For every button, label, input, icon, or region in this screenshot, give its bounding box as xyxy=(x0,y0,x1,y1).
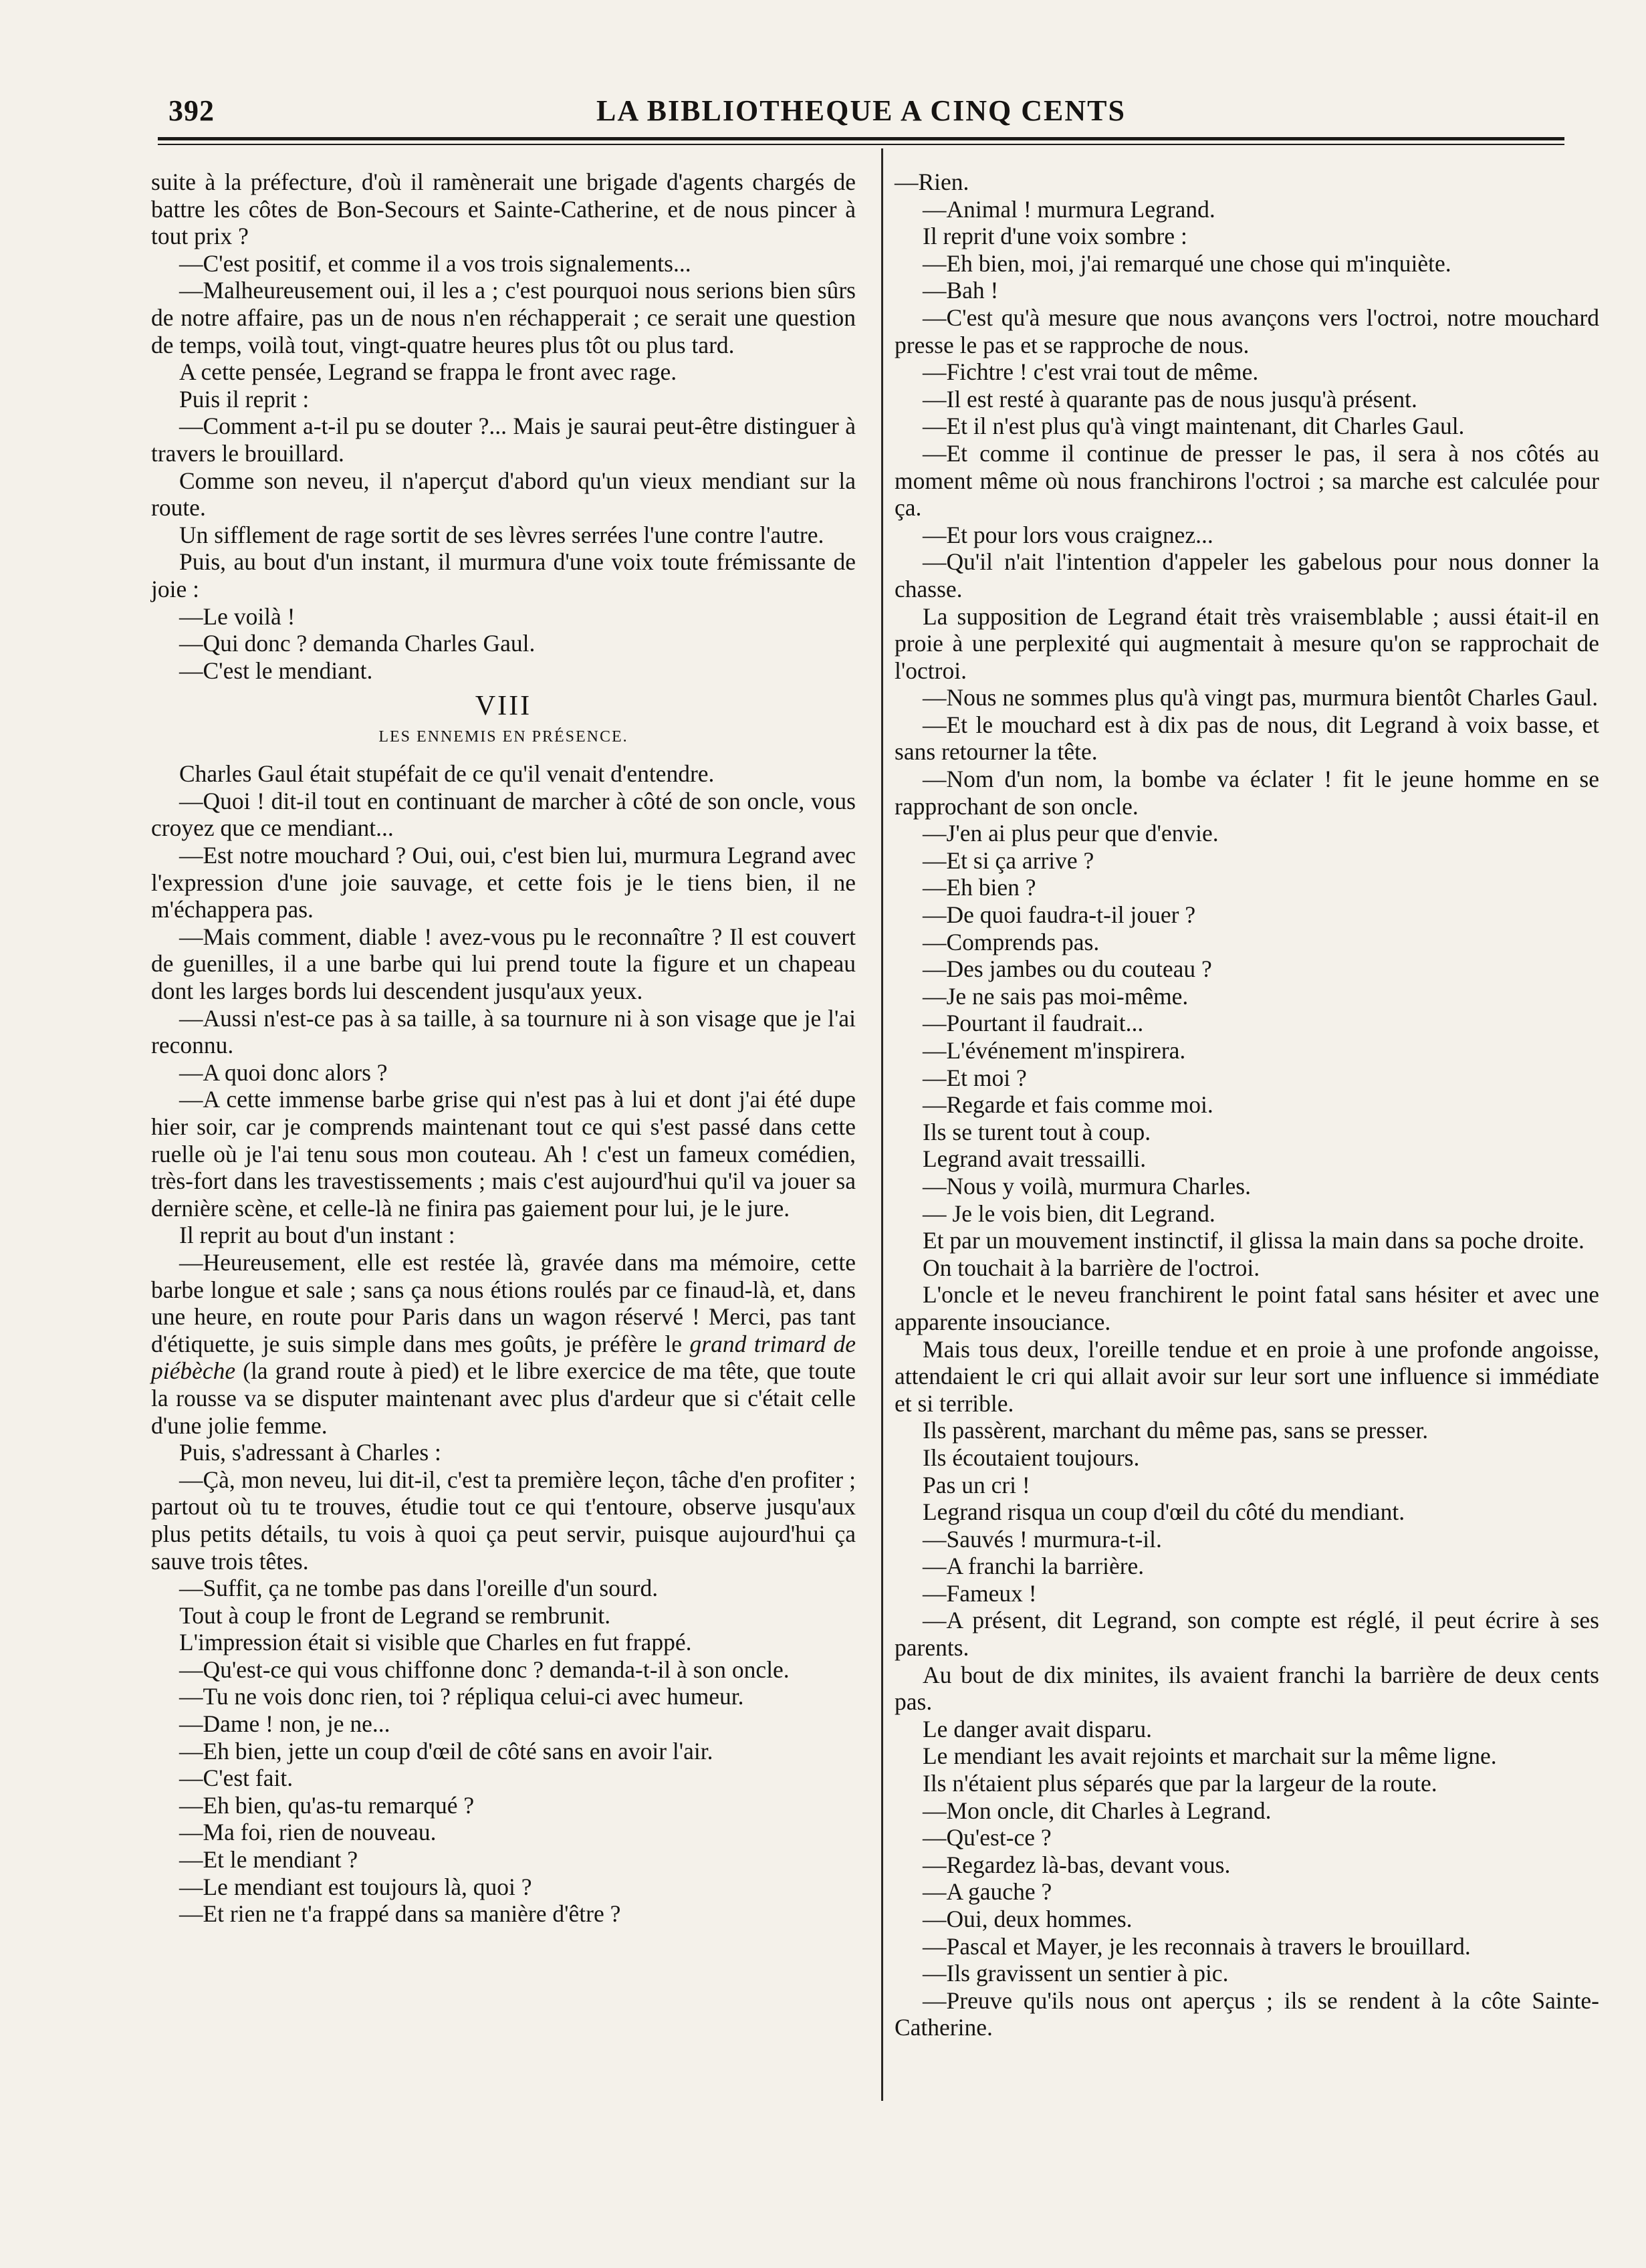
paragraph: —Il est resté à quarante pas de nous jusqu'à présent. xyxy=(923,385,1417,413)
page-header xyxy=(158,92,1564,132)
paragraph: —Le mendiant est toujours là, quoi ? xyxy=(179,1873,532,1900)
paragraph: Le mendiant les avait rejoints et marchait sur la même ligne. xyxy=(923,1742,1497,1770)
paragraph: —A franchi la barrière. xyxy=(923,1553,1145,1580)
paragraph: —C'est qu'à mesure que nous avançons vers l'octroi, notre mouchard presse le pas et se rapproche de nous. xyxy=(895,304,1599,358)
paragraph: Ils se turent tout à coup. xyxy=(923,1118,1151,1145)
paragraph: —Nous ne sommes plus qu'à vingt pas, murmura bientôt Charles Gaul. xyxy=(923,684,1599,711)
left-column xyxy=(151,168,856,1928)
paragraph: —Et rien ne t'a frappé dans sa manière d'être ? xyxy=(179,1900,621,1928)
paragraph: —Regardez là-bas, devant vous. xyxy=(923,1851,1231,1878)
paragraph: —Preuve qu'ils nous ont aperçus ; ils se rendent à la côte Sainte-Catherine. xyxy=(895,1987,1599,2041)
paragraph: —Et moi ? xyxy=(923,1064,1027,1091)
paragraph: —Aussi n'est-ce pas à sa taille, à sa tournure ni à son visage que je l'ai reconnu. xyxy=(151,1004,856,1059)
trimard-text-after: (la grand route à pied) et le libre exercice de ma tête, que toute la rousse va se disputer maintenant avec plus d'ardeur que si c'était celle d'une jolie femme. xyxy=(151,1357,856,1439)
chapter-number: VIII xyxy=(475,691,532,722)
paragraph: —Pourtant il faudrait... xyxy=(923,1010,1144,1037)
paragraph: —Eh bien, jette un coup d'œil de côté sans en avoir l'air. xyxy=(179,1737,713,1765)
paragraph: Un sifflement de rage sortit de ses lèvres serrées l'une contre l'autre. xyxy=(179,521,824,548)
paragraph: —Mais comment, diable ! avez-vous pu le reconnaître ? Il est couvert de guenilles, il a une barbe qui lui prend toute la figure et un chapeau dont les larges bords lui descendent jusqu'aux yeux. xyxy=(151,923,856,1005)
paragraph: Ils écoutaient toujours. xyxy=(923,1444,1140,1471)
paragraph: Puis, au bout d'un instant, il murmura d'une voix toute frémissante de joie : xyxy=(151,548,856,602)
paragraph: —Çà, mon neveu, lui dit-il, c'est ta première leçon, tâche d'en profiter ; partout où tu te trouves, étudie tout ce qui t'entoure, observe jusqu'aux plus petits détails, tu vois à quoi ça peut servir, puisque aujourd'hui ça sauve trois têtes. xyxy=(151,1466,856,1575)
column-divider xyxy=(881,148,883,2101)
paragraph: —Qu'est-ce ? xyxy=(923,1824,1052,1851)
paragraph: —Nom d'un nom, la bombe va éclater ! fit le jeune homme en se rapprochant de son oncle. xyxy=(895,766,1599,820)
paragraph: —A présent, dit Legrand, son compte est réglé, il peut écrire à ses parents. xyxy=(895,1607,1599,1662)
paragraph: —A gauche ? xyxy=(923,1878,1052,1906)
page-number: 392 xyxy=(168,94,215,127)
paragraph: —Le voilà ! xyxy=(179,602,296,630)
right-column xyxy=(895,168,1599,2041)
paragraph: Au bout de dix minites, ils avaient franchi la barrière de deux cents pas. xyxy=(895,1661,1599,1716)
paragraph: —Et le mouchard est à dix pas de nous, dit Legrand à voix basse, et sans retourner la tête. xyxy=(895,711,1599,766)
paragraph: Ils n'étaient plus séparés que par la largeur de la route. xyxy=(923,1770,1437,1797)
paragraph: —Qu'est-ce qui vous chiffonne donc ? demanda-t-il à son oncle. xyxy=(179,1656,790,1683)
paragraph: —De quoi faudra-t-il jouer ? xyxy=(923,901,1196,929)
paragraph: A cette pensée, Legrand se frappa le front avec rage. xyxy=(179,358,677,386)
paragraph: La supposition de Legrand était très vraisemblable ; aussi était-il en proie à une perplexité qui augmentait à mesure qu'on se rapprochait de l'octroi. xyxy=(895,602,1599,684)
paragraph: —Tu ne vois donc rien, toi ? répliqua celui-ci avec humeur. xyxy=(179,1683,744,1710)
paragraph: —Et il n'est plus qu'à vingt maintenant, dit Charles Gaul. xyxy=(923,413,1465,440)
paragraph: Il reprit d'une voix sombre : xyxy=(923,223,1187,250)
right-text xyxy=(895,168,1599,2041)
paragraph: Comme son neveu, il n'aperçut d'abord qu'un vieux mendiant sur la route. xyxy=(151,467,856,522)
paragraph: —Fameux ! xyxy=(923,1579,1037,1607)
paragraph: —Comprends pas. xyxy=(923,928,1100,955)
paragraph: Et par un mouvement instinctif, il glissa la main dans sa poche droite. xyxy=(923,1227,1584,1254)
paragraph: —Dame ! non, je ne... xyxy=(179,1710,390,1738)
left-text-after-2 xyxy=(151,1439,856,1928)
paragraph: On touchait à la barrière de l'octroi. xyxy=(923,1254,1260,1281)
chapter-title: LES ENNEMIS EN PRÉSENCE. xyxy=(378,728,628,746)
paragraph: —Rien. xyxy=(895,168,969,195)
paragraph: —Oui, deux hommes. xyxy=(923,1906,1133,1932)
paragraph: Legrand avait tressailli. xyxy=(923,1145,1147,1173)
paragraph: —Bah ! xyxy=(923,277,999,304)
paragraph: —L'événement m'inspirera. xyxy=(923,1037,1186,1064)
paragraph: —Ma foi, rien de nouveau. xyxy=(179,1819,437,1846)
paragraph: Ils passèrent, marchant du même pas, sans se presser. xyxy=(923,1417,1429,1444)
paragraph: —Sauvés ! murmura-t-il. xyxy=(923,1525,1162,1553)
paragraph: —Quoi ! dit-il tout en continuant de marcher à côté de son oncle, vous croyez que ce mendiant... xyxy=(151,787,856,842)
paragraph: —Regarde et fais comme moi. xyxy=(923,1091,1213,1119)
paragraph: Tout à coup le front de Legrand se rembrunit. xyxy=(179,1601,611,1629)
paragraph: —Qui donc ? demanda Charles Gaul. xyxy=(179,630,536,657)
paragraph: —Et le mendiant ? xyxy=(179,1846,358,1874)
paragraph: —Et si ça arrive ? xyxy=(923,846,1094,874)
running-title: LA BIBLIOTHEQUE A CINQ CENTS xyxy=(596,94,1126,127)
paragraph: Legrand risqua un coup d'œil du côté du mendiant. xyxy=(923,1498,1405,1526)
paragraph: — Je le vois bien, dit Legrand. xyxy=(923,1200,1215,1227)
paragraph: —Des jambes ou du couteau ? xyxy=(923,955,1212,983)
paragraph-trimard xyxy=(151,1249,856,1439)
header-rule-thick xyxy=(158,137,1564,140)
paragraph: —Ils gravissent un sentier à pic. xyxy=(923,1960,1229,1987)
paragraph: Puis il reprit : xyxy=(179,385,310,413)
left-text-after-1 xyxy=(151,760,856,1249)
paragraph: —A quoi donc alors ? xyxy=(179,1058,388,1086)
paragraph: Puis, s'adressant à Charles : xyxy=(179,1439,441,1466)
paragraph: —Animal ! murmura Legrand. xyxy=(923,195,1215,223)
paragraph: —A cette immense barbe grise qui n'est pas à lui et dont j'ai été dupe hier soir, car je comprends maintenant tout ce qui s'est passé dans cette ruelle où je l'ai tenu sous mon couteau. Ah ! c'est un fameux comédien, très-fort dans les travestissements ; mais c'est aujourd'hui qu'il va jouer sa dernière scène, et celle-là ne finira pas gaiement pour lui, je le jure. xyxy=(151,1086,856,1222)
paragraph: Charles Gaul était stupéfait de ce qu'il venait d'entendre. xyxy=(179,760,715,788)
paragraph: —Nous y voilà, murmura Charles. xyxy=(923,1172,1252,1200)
paragraph: —Pascal et Mayer, je les reconnais à travers le brouillard. xyxy=(923,1932,1471,1960)
paragraph: L'oncle et le neveu franchirent le point fatal sans hésiter et avec une apparente insouciance. xyxy=(895,1281,1599,1335)
paragraph: Mais tous deux, l'oreille tendue et en proie à une profonde angoisse, attendaient le cri qui allait avoir sur leur sort une influence si immédiate et si terrible. xyxy=(895,1335,1599,1417)
paragraph: —Eh bien, qu'as-tu remarqué ? xyxy=(179,1791,475,1819)
trimard-italic-text: grand trimard de piébèche xyxy=(151,1330,856,1385)
trimard-text-before: —Heureusement, elle est restée là, gravée dans ma mémoire, cette barbe longue et sale ; sans ça nous étions roulés par ce finaud-là, et, dans une heure, en route pour Paris dans un wagon réservé ! Merci, pas tant d'étiquette, je suis simple dans mes goûts, je préfère le xyxy=(151,1248,856,1357)
paragraph: —C'est fait. xyxy=(179,1765,293,1792)
paragraph: —Et comme il continue de presser le pas, il sera à nos côtés au moment même où nous franchirons l'octroi ; sa marche est calculée pour ça. xyxy=(895,439,1599,522)
paragraph: Le danger avait disparu. xyxy=(923,1715,1153,1742)
paragraph: L'impression était si visible que Charles en fut frappé. xyxy=(179,1629,692,1656)
paragraph: —Malheureusement oui, il les a ; c'est pourquoi nous serions bien sûrs de notre affaire, pas un de nous n'en réchapperait ; ce serait une question de temps, voilà tout, vingt-quatre heures plus tôt ou plus tard. xyxy=(151,277,856,358)
left-text-before xyxy=(151,168,856,684)
paragraph: —Fichtre ! c'est vrai tout de même. xyxy=(923,358,1259,386)
paragraph: Il reprit au bout d'un instant : xyxy=(179,1222,455,1249)
paragraph: —Eh bien, moi, j'ai remarqué une chose qui m'inquiète. xyxy=(923,249,1451,277)
paragraph: —Et pour lors vous craignez... xyxy=(923,521,1213,548)
paragraph: —Comment a-t-il pu se douter ?... Mais je saurai peut-être distinguer à travers le brouillard. xyxy=(151,413,856,467)
paragraph: —Suffit, ça ne tombe pas dans l'oreille d'un sourd. xyxy=(179,1575,659,1602)
paragraph: —C'est le mendiant. xyxy=(179,657,373,684)
paragraph: Pas un cri ! xyxy=(923,1471,1030,1498)
header-rule-thin xyxy=(158,144,1564,145)
paragraph: —Qu'il n'ait l'intention d'appeler les gabelous pour nous donner la chasse. xyxy=(895,548,1599,602)
paragraph: —Je ne sais pas moi-même. xyxy=(923,982,1189,1010)
paragraph: —Mon oncle, dit Charles à Legrand. xyxy=(923,1797,1272,1824)
paragraph: —Est notre mouchard ? Oui, oui, c'est bien lui, murmura Legrand avec l'expression d'une joie sauvage, et cette fois je le tiens bien, il ne m'échappera pas. xyxy=(151,842,856,923)
paragraph: suite à la préfecture, d'où il ramènerait une brigade d'agents chargés de battre les côtes de Bon-Secours et Sainte-Catherine, et de nous pincer à tout prix ? xyxy=(151,168,856,250)
paragraph: —J'en ai plus peur que d'envie. xyxy=(923,820,1219,847)
paragraph: —C'est positif, et comme il a vos trois signalements... xyxy=(179,249,691,277)
paragraph: —Eh bien ? xyxy=(923,874,1036,901)
